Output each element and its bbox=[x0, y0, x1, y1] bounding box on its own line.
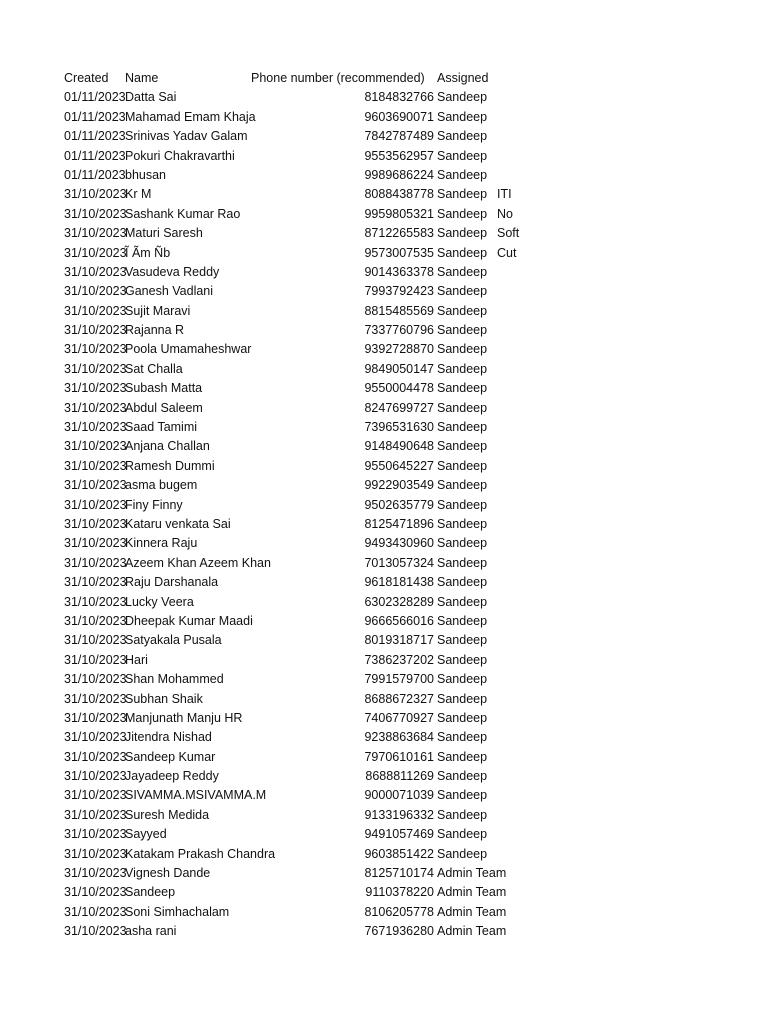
cell-assigned: Sandeep bbox=[437, 497, 488, 512]
table-row bbox=[0, 457, 768, 476]
cell-assigned: Sandeep bbox=[437, 807, 488, 822]
cell-created: 31/10/2023 bbox=[64, 187, 127, 202]
table-row bbox=[0, 476, 768, 495]
header-phone: Phone number (recommended) bbox=[251, 71, 425, 85]
cell-assigned: Sandeep bbox=[437, 400, 488, 415]
cell-created: 31/10/2023 bbox=[64, 458, 127, 473]
table-row bbox=[0, 631, 768, 650]
cell-assigned: Sandeep bbox=[437, 691, 488, 706]
cell-created: 31/10/2023 bbox=[64, 245, 127, 260]
cell-assigned: Sandeep bbox=[437, 575, 488, 590]
table-row bbox=[0, 496, 768, 515]
cell-phone: 9849050147 bbox=[364, 361, 434, 376]
table-row bbox=[0, 922, 768, 941]
table-row bbox=[0, 321, 768, 340]
cell-name: Subhan Shaik bbox=[125, 691, 203, 706]
cell-phone: 9959805321 bbox=[364, 206, 434, 221]
cell-phone: 9603690071 bbox=[364, 109, 434, 124]
cell-name: Maturi Saresh bbox=[125, 226, 203, 241]
cell-assigned: Sandeep bbox=[437, 187, 488, 202]
cell-extra bbox=[497, 418, 557, 437]
cell-name: Satyakala Pusala bbox=[125, 633, 222, 648]
cell-assigned: Sandeep bbox=[437, 633, 488, 648]
table-row bbox=[0, 806, 768, 825]
cell-created: 01/11/2023 bbox=[64, 148, 126, 163]
cell-extra bbox=[497, 903, 557, 922]
cell-assigned: Sandeep bbox=[437, 730, 488, 745]
cell-phone: 9148490648 bbox=[364, 439, 434, 454]
cell-name: Ĩ Ãm Ñb bbox=[125, 245, 171, 260]
cell-phone: 9133196332 bbox=[364, 807, 434, 822]
cell-assigned: Sandeep bbox=[437, 749, 488, 764]
table-row bbox=[0, 88, 768, 107]
cell-phone: 9573007535 bbox=[364, 245, 434, 260]
cell-extra bbox=[497, 709, 557, 728]
cell-assigned: Sandeep bbox=[437, 167, 488, 182]
cell-created: 31/10/2023 bbox=[64, 710, 127, 725]
cell-name: Sujit Maravi bbox=[125, 303, 191, 318]
cell-extra bbox=[497, 748, 557, 767]
cell-extra bbox=[497, 399, 557, 418]
cell-assigned: Sandeep bbox=[437, 226, 488, 241]
cell-created: 31/10/2023 bbox=[64, 846, 127, 861]
table-row bbox=[0, 612, 768, 631]
table-row bbox=[0, 302, 768, 321]
cell-phone: 8815485569 bbox=[364, 303, 434, 318]
cell-name: bhusan bbox=[125, 167, 167, 182]
table-row bbox=[0, 690, 768, 709]
cell-created: 31/10/2023 bbox=[64, 633, 127, 648]
table-row bbox=[0, 651, 768, 670]
table-row bbox=[0, 108, 768, 127]
cell-created: 31/10/2023 bbox=[64, 788, 127, 803]
table-row bbox=[0, 748, 768, 767]
cell-assigned: Admin Team bbox=[437, 866, 507, 881]
table-row bbox=[0, 573, 768, 592]
header-created: Created bbox=[64, 71, 109, 85]
cell-phone: 8247699727 bbox=[364, 400, 434, 415]
table-row bbox=[0, 224, 768, 243]
cell-phone: 8184832766 bbox=[364, 90, 434, 105]
cell-phone: 6302328289 bbox=[364, 594, 434, 609]
table-row bbox=[0, 282, 768, 301]
table-row bbox=[0, 399, 768, 418]
cell-phone: 9922903549 bbox=[364, 478, 434, 493]
cell-assigned: Admin Team bbox=[437, 924, 507, 939]
cell-extra bbox=[497, 379, 557, 398]
cell-name: Shan Mohammed bbox=[125, 672, 224, 687]
cell-assigned: Sandeep bbox=[437, 90, 488, 105]
table-row bbox=[0, 593, 768, 612]
cell-created: 31/10/2023 bbox=[64, 381, 127, 396]
cell-assigned: Sandeep bbox=[437, 536, 488, 551]
cell-extra bbox=[497, 690, 557, 709]
cell-extra bbox=[497, 457, 557, 476]
cell-created: 31/10/2023 bbox=[64, 478, 127, 493]
cell-phone: 9000071039 bbox=[364, 788, 434, 803]
cell-extra bbox=[497, 670, 557, 689]
cell-extra bbox=[497, 922, 557, 941]
cell-phone: 9392728870 bbox=[364, 342, 434, 357]
cell-extra bbox=[497, 263, 557, 282]
cell-phone: 9550004478 bbox=[364, 381, 434, 396]
cell-phone: 9553562957 bbox=[364, 148, 434, 163]
table-row bbox=[0, 534, 768, 553]
cell-extra bbox=[497, 593, 557, 612]
cell-phone: 9014363378 bbox=[364, 264, 434, 279]
cell-name: Kr M bbox=[125, 187, 152, 202]
cell-phone: 8125471896 bbox=[364, 516, 434, 531]
cell-created: 31/10/2023 bbox=[64, 264, 127, 279]
cell-name: Datta Sai bbox=[125, 90, 177, 105]
table-row bbox=[0, 670, 768, 689]
cell-assigned: Admin Team bbox=[437, 904, 507, 919]
cell-phone: 8688811269 bbox=[365, 769, 434, 784]
cell-created: 31/10/2023 bbox=[64, 226, 127, 241]
cell-extra bbox=[497, 302, 557, 321]
table-row bbox=[0, 554, 768, 573]
cell-phone: 7386237202 bbox=[364, 652, 434, 667]
cell-phone: 7671936280 bbox=[364, 924, 434, 939]
cell-name: Jitendra Nishad bbox=[125, 730, 212, 745]
table-row bbox=[0, 864, 768, 883]
cell-extra bbox=[497, 806, 557, 825]
cell-created: 31/10/2023 bbox=[64, 420, 127, 435]
cell-assigned: Sandeep bbox=[437, 652, 488, 667]
table-row bbox=[0, 360, 768, 379]
cell-created: 31/10/2023 bbox=[64, 652, 127, 667]
cell-created: 01/11/2023 bbox=[64, 109, 126, 124]
cell-created: 31/10/2023 bbox=[64, 904, 127, 919]
cell-created: 31/10/2023 bbox=[64, 439, 127, 454]
table-row bbox=[0, 418, 768, 437]
cell-extra bbox=[497, 476, 557, 495]
cell-name: Pokuri Chakravarthi bbox=[125, 148, 235, 163]
cell-name: Katakam Prakash Chandra bbox=[125, 846, 276, 861]
cell-phone: 9603851422 bbox=[364, 846, 434, 861]
cell-created: 01/11/2023 bbox=[64, 90, 126, 105]
cell-phone: 7396531630 bbox=[364, 420, 434, 435]
cell-created: 31/10/2023 bbox=[64, 303, 127, 318]
cell-extra: ITI bbox=[497, 187, 512, 202]
header-name: Name bbox=[125, 71, 159, 85]
cell-created: 31/10/2023 bbox=[64, 691, 127, 706]
cell-name: Hari bbox=[125, 652, 148, 667]
table-row bbox=[0, 437, 768, 456]
cell-created: 31/10/2023 bbox=[64, 400, 127, 415]
table-row bbox=[0, 166, 768, 185]
cell-assigned: Sandeep bbox=[437, 672, 488, 687]
table-row bbox=[0, 185, 768, 204]
cell-assigned: Sandeep bbox=[437, 420, 488, 435]
cell-extra bbox=[497, 728, 557, 747]
cell-name: Mahamad Emam Khaja bbox=[125, 109, 256, 124]
cell-assigned: Sandeep bbox=[437, 516, 488, 531]
cell-phone: 7993792423 bbox=[364, 284, 434, 299]
cell-assigned: Admin Team bbox=[437, 885, 507, 900]
cell-phone: 8019318717 bbox=[364, 633, 434, 648]
cell-assigned: Sandeep bbox=[437, 710, 488, 725]
cell-phone: 9502635779 bbox=[364, 497, 434, 512]
cell-extra bbox=[497, 437, 557, 456]
cell-name: Poola Umamaheshwar bbox=[125, 342, 252, 357]
table-row bbox=[0, 205, 768, 224]
cell-name: Rajanna R bbox=[125, 323, 185, 338]
spreadsheet bbox=[0, 69, 768, 942]
cell-created: 31/10/2023 bbox=[64, 323, 127, 338]
cell-name: Azeem Khan Azeem Khan bbox=[125, 555, 271, 570]
cell-created: 31/10/2023 bbox=[64, 769, 127, 784]
cell-assigned: Sandeep bbox=[437, 129, 488, 144]
cell-created: 31/10/2023 bbox=[64, 575, 127, 590]
table-row bbox=[0, 127, 768, 146]
cell-extra bbox=[497, 147, 557, 166]
cell-created: 31/10/2023 bbox=[64, 807, 127, 822]
cell-created: 31/10/2023 bbox=[64, 730, 127, 745]
cell-phone: 9110378220 bbox=[365, 885, 434, 900]
table-row bbox=[0, 244, 768, 263]
cell-name: Suresh Medida bbox=[125, 807, 210, 822]
cell-extra bbox=[497, 360, 557, 379]
cell-created: 31/10/2023 bbox=[64, 555, 127, 570]
cell-assigned: Sandeep bbox=[437, 245, 488, 260]
table-row bbox=[0, 263, 768, 282]
cell-extra bbox=[497, 282, 557, 301]
cell-phone: 8688672327 bbox=[364, 691, 434, 706]
cell-extra bbox=[497, 573, 557, 592]
cell-name: Saad Tamimi bbox=[125, 420, 198, 435]
cell-extra bbox=[497, 496, 557, 515]
cell-name: Soni Simhachalam bbox=[125, 904, 230, 919]
cell-created: 31/10/2023 bbox=[64, 342, 127, 357]
cell-assigned: Sandeep bbox=[437, 594, 488, 609]
cell-extra: Cut bbox=[497, 245, 517, 260]
cell-extra bbox=[497, 864, 557, 883]
cell-extra bbox=[497, 612, 557, 631]
cell-extra bbox=[497, 786, 557, 805]
cell-created: 31/10/2023 bbox=[64, 594, 127, 609]
cell-extra bbox=[497, 127, 557, 146]
table-row bbox=[0, 728, 768, 747]
cell-created: 31/10/2023 bbox=[64, 497, 127, 512]
cell-created: 31/10/2023 bbox=[64, 516, 127, 531]
cell-name: Srinivas Yadav Galam bbox=[125, 129, 248, 144]
cell-created: 01/11/2023 bbox=[64, 167, 126, 182]
cell-phone: 7991579700 bbox=[364, 672, 434, 687]
cell-phone: 7406770927 bbox=[364, 710, 434, 725]
cell-created: 31/10/2023 bbox=[64, 536, 127, 551]
table-row bbox=[0, 515, 768, 534]
cell-phone: 7970610161 bbox=[364, 749, 434, 764]
cell-name: Anjana Challan bbox=[125, 439, 210, 454]
cell-assigned: Sandeep bbox=[437, 342, 488, 357]
cell-extra: No bbox=[497, 206, 513, 221]
cell-extra bbox=[497, 88, 557, 107]
cell-name: Dheepak Kumar Maadi bbox=[125, 613, 253, 628]
cell-assigned: Sandeep bbox=[437, 458, 488, 473]
table-row bbox=[0, 825, 768, 844]
cell-name: Sat Challa bbox=[125, 361, 183, 376]
cell-extra: Soft bbox=[497, 226, 520, 241]
cell-extra bbox=[497, 767, 557, 786]
cell-name: Subash Matta bbox=[125, 381, 203, 396]
cell-extra bbox=[497, 166, 557, 185]
table-row bbox=[0, 767, 768, 786]
cell-assigned: Sandeep bbox=[437, 827, 488, 842]
cell-assigned: Sandeep bbox=[437, 613, 488, 628]
cell-extra bbox=[497, 321, 557, 340]
table-row bbox=[0, 709, 768, 728]
cell-name: Sayyed bbox=[125, 827, 167, 842]
table-row bbox=[0, 845, 768, 864]
cell-name: Sandeep bbox=[125, 885, 176, 900]
cell-created: 31/10/2023 bbox=[64, 924, 127, 939]
cell-assigned: Sandeep bbox=[437, 381, 488, 396]
cell-assigned: Sandeep bbox=[437, 555, 488, 570]
cell-name: SIVAMMA.MSIVAMMA.M bbox=[125, 788, 267, 803]
table-body bbox=[0, 88, 768, 941]
table-row bbox=[0, 340, 768, 359]
cell-extra bbox=[497, 108, 557, 127]
cell-assigned: Sandeep bbox=[437, 148, 488, 163]
cell-name: asha rani bbox=[125, 924, 177, 939]
cell-extra bbox=[497, 631, 557, 650]
cell-extra bbox=[497, 825, 557, 844]
table-row bbox=[0, 786, 768, 805]
cell-name: Sashank Kumar Rao bbox=[125, 206, 241, 221]
cell-created: 31/10/2023 bbox=[64, 885, 127, 900]
cell-created: 31/10/2023 bbox=[64, 206, 127, 221]
cell-created: 31/10/2023 bbox=[64, 827, 127, 842]
header-assigned: Assigned bbox=[437, 71, 489, 85]
cell-assigned: Sandeep bbox=[437, 109, 488, 124]
cell-phone: 9491057469 bbox=[364, 827, 434, 842]
cell-extra bbox=[497, 883, 557, 902]
cell-phone: 7337760796 bbox=[364, 323, 434, 338]
table-row bbox=[0, 379, 768, 398]
cell-assigned: Sandeep bbox=[437, 206, 488, 221]
cell-created: 31/10/2023 bbox=[64, 613, 127, 628]
cell-assigned: Sandeep bbox=[437, 361, 488, 376]
table-row bbox=[0, 883, 768, 902]
cell-name: Raju Darshanala bbox=[125, 575, 219, 590]
cell-name: Lucky Veera bbox=[125, 594, 194, 609]
cell-created: 31/10/2023 bbox=[64, 672, 127, 687]
cell-name: Kataru venkata Sai bbox=[125, 516, 231, 531]
cell-name: Sandeep Kumar bbox=[125, 749, 216, 764]
cell-created: 31/10/2023 bbox=[64, 866, 127, 881]
cell-extra bbox=[497, 845, 557, 864]
cell-phone: 9989686224 bbox=[364, 167, 434, 182]
cell-phone: 9618181438 bbox=[364, 575, 434, 590]
cell-name: Ramesh Dummi bbox=[125, 458, 215, 473]
cell-name: Jayadeep Reddy bbox=[125, 769, 219, 784]
cell-created: 31/10/2023 bbox=[64, 749, 127, 764]
cell-extra bbox=[497, 340, 557, 359]
cell-extra bbox=[497, 651, 557, 670]
cell-name: Finy Finny bbox=[125, 497, 183, 512]
cell-phone: 8088438778 bbox=[364, 187, 434, 202]
header-row bbox=[0, 69, 768, 88]
cell-phone: 9666566016 bbox=[364, 613, 434, 628]
cell-assigned: Sandeep bbox=[437, 323, 488, 338]
cell-created: 31/10/2023 bbox=[64, 284, 127, 299]
cell-assigned: Sandeep bbox=[437, 788, 488, 803]
cell-name: Abdul Saleem bbox=[125, 400, 203, 415]
table-row bbox=[0, 903, 768, 922]
cell-extra bbox=[497, 534, 557, 553]
cell-name: Vasudeva Reddy bbox=[125, 264, 220, 279]
cell-phone: 7842787489 bbox=[364, 129, 434, 144]
table-row bbox=[0, 147, 768, 166]
cell-name: Ganesh Vadlani bbox=[125, 284, 214, 299]
cell-phone: 9493430960 bbox=[364, 536, 434, 551]
cell-created: 31/10/2023 bbox=[64, 361, 127, 376]
cell-phone: 9550645227 bbox=[364, 458, 434, 473]
cell-assigned: Sandeep bbox=[437, 284, 488, 299]
cell-created: 01/11/2023 bbox=[64, 129, 126, 144]
cell-extra bbox=[497, 515, 557, 534]
cell-assigned: Sandeep bbox=[437, 439, 488, 454]
cell-assigned: Sandeep bbox=[437, 303, 488, 318]
cell-assigned: Sandeep bbox=[437, 846, 488, 861]
cell-name: asma bugem bbox=[125, 478, 198, 493]
cell-phone: 8125710174 bbox=[364, 866, 434, 881]
cell-assigned: Sandeep bbox=[437, 478, 488, 493]
cell-name: Manjunath Manju HR bbox=[125, 710, 243, 725]
cell-assigned: Sandeep bbox=[437, 769, 488, 784]
cell-name: Kinnera Raju bbox=[125, 536, 198, 551]
cell-name: Vignesh Dande bbox=[125, 866, 211, 881]
cell-phone: 7013057324 bbox=[364, 555, 434, 570]
cell-phone: 8712265583 bbox=[364, 226, 434, 241]
cell-phone: 9238863684 bbox=[364, 730, 434, 745]
cell-assigned: Sandeep bbox=[437, 264, 488, 279]
cell-extra bbox=[497, 554, 557, 573]
cell-phone: 8106205778 bbox=[364, 904, 434, 919]
